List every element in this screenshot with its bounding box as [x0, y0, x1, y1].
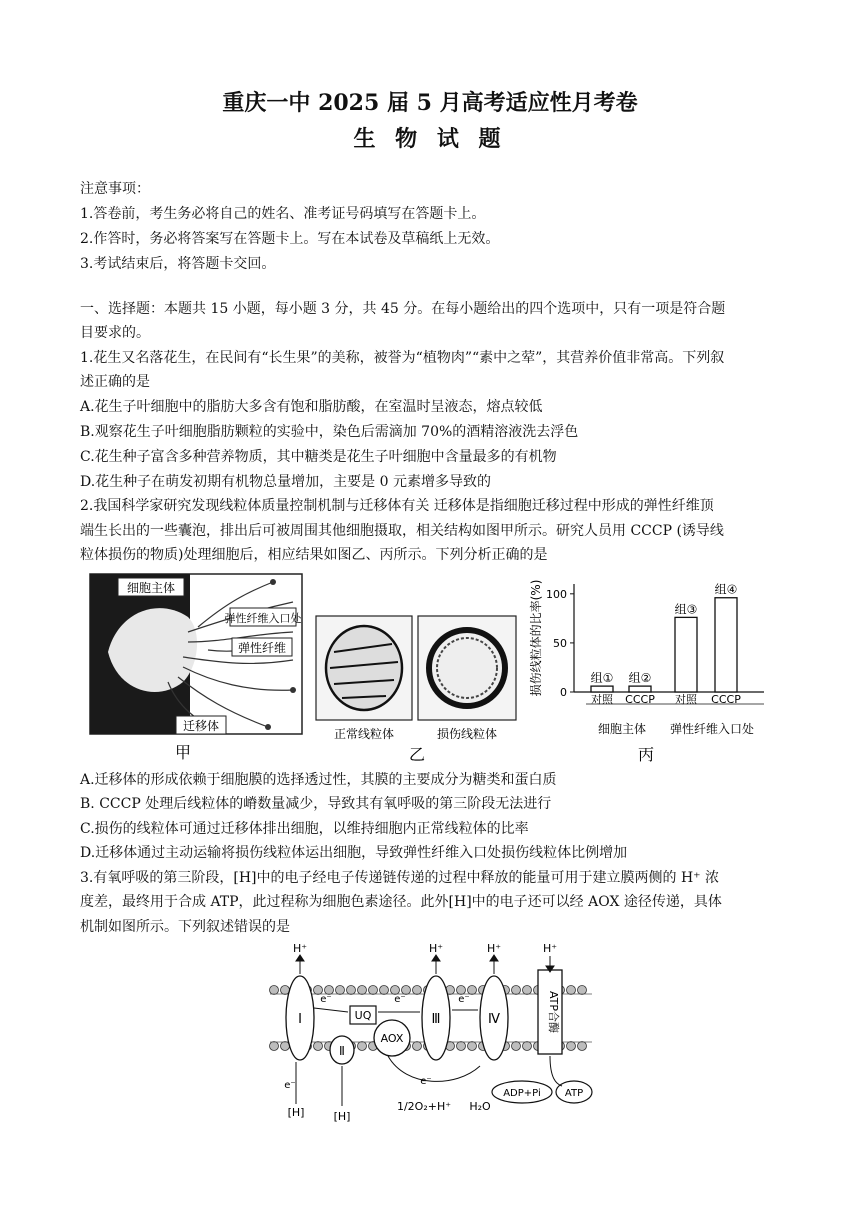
figure-caption: 丙 [637, 745, 655, 764]
phospholipid-head [512, 986, 521, 995]
phospholipid-head [413, 1042, 422, 1051]
bar-label: 组② [628, 671, 652, 686]
option-c: C.损伤的线粒体可通过迁移体排出细胞，以维持细胞内正常线粒体的比率 [80, 821, 529, 837]
phospholipid-head [358, 986, 367, 995]
y-tick-label: 100 [546, 587, 567, 601]
group-label-cell-body: 细胞主体 [597, 722, 647, 736]
damaged-mitochondrion [429, 630, 505, 706]
bar [675, 617, 697, 692]
phospholipid-head [578, 986, 587, 995]
option-d: D.迁移体通过主动运输将损伤线粒体运出细胞，导致弹性纤维入口处损伤线粒体比例增加 [80, 845, 628, 861]
label-fiber: 弹性纤维 [237, 641, 287, 655]
question-stem: 度差，最终用于合成 ATP，此过程称为细胞色素途径。此外[H]中的电子还可以经 AOX 途径传递，具体 [80, 894, 722, 910]
question-stem: 2.我国科学家研究发现线粒体质量控制机制与迁移体有关 迁移体是指细胞迁移过程中形成的弹性纤维顶 [80, 498, 714, 514]
section-intro: 目要求的。 [80, 325, 150, 341]
water-label: H₂O [469, 1100, 491, 1113]
phospholipid-head [358, 1042, 367, 1051]
bar-label: 组① [590, 671, 614, 686]
label-entrance: 弹性纤维入口处 [224, 612, 302, 625]
phospholipid-head [468, 1042, 477, 1051]
notice-item: 3.考试结束后，将答题卡交回。 [80, 256, 276, 272]
bar [629, 686, 651, 692]
phospholipid-head [380, 986, 389, 995]
nadh-label: [H] [333, 1110, 351, 1122]
proton-arrows [296, 955, 554, 974]
aox-label: AOX [380, 1032, 404, 1045]
h-plus-label: H⁺ [486, 942, 502, 955]
label-migrasome: 迁移体 [182, 719, 220, 733]
group-label-entrance: 弹性纤维入口处 [669, 722, 755, 736]
h-plus-label: H⁺ [292, 942, 308, 955]
electron-label: e⁻ [284, 1080, 296, 1091]
category-label: 对照 [675, 693, 697, 706]
notice-item: 2.作答时，务必将答案写在答题卡上。写在本试卷及草稿纸上无效。 [80, 231, 500, 247]
phospholipid-head [512, 1042, 521, 1051]
ubiquinone-label: UQ [354, 1009, 372, 1022]
figure-jia [88, 572, 306, 764]
bar-label: 组④ [714, 582, 738, 597]
option-d: D.花生种子在萌发初期有机物总量增加，主要是 0 元素增多导致的 [80, 474, 491, 490]
complex-3-label: Ⅲ [431, 1012, 441, 1027]
phospholipid-head [457, 1042, 466, 1051]
y-tick-label: 50 [553, 636, 567, 650]
question-stem: 1.花生又名落花生，在民间有“长生果”的美称，被誉为“植物肉”“素中之荤”，其营养价值非常高。下列叙 [80, 350, 725, 366]
option-a: A.花生子叶细胞中的脂肪大多含有饱和脂肪酸，在室温时呈液态，熔点较低 [80, 399, 543, 415]
h-plus-label: H⁺ [428, 942, 444, 955]
figure-bing-chart [526, 576, 772, 770]
bar [715, 598, 737, 692]
complex-1-label: Ⅰ [298, 1012, 302, 1027]
phospholipid-head [567, 986, 576, 995]
nadh-label: [H] [287, 1106, 305, 1119]
phospholipid-head [578, 1042, 587, 1051]
phospholipid-head [347, 986, 356, 995]
phospholipid-head [270, 1042, 279, 1051]
question-stem: 3.有氧呼吸的第三阶段，[H]中的电子经电子传递链传递的过程中释放的能量可用于建立膜两侧的 H⁺ 浓 [80, 870, 719, 886]
option-c: C.花生种子富含多种营养物质，其中糖类是花生子叶细胞中含量最多的有机物 [80, 449, 557, 465]
complex-2-label: Ⅱ [339, 1044, 345, 1058]
notice-heading: 注意事项： [80, 181, 150, 197]
question-stem: 述正确的是 [80, 374, 150, 390]
figure-caption: 乙 [408, 745, 426, 764]
question-stem: 端生长出的一些囊泡，排出后可被周围其他细胞摄取，相关结构如图甲所示。研究人员用 CCCP (诱导线 [80, 523, 724, 539]
phospholipid-head [270, 986, 279, 995]
phospholipid-head [336, 986, 345, 995]
label-normal: 正常线粒体 [333, 727, 395, 741]
figure-yi [314, 614, 520, 766]
bar [591, 686, 613, 692]
page-subtitle: 生 物 试 题 [353, 126, 507, 152]
option-b: B.观察花生子叶细胞脂肪颗粒的实验中，染色后需滴加 70%的酒精溶液洗去浮色 [80, 424, 579, 440]
option-b: B. CCCP 处理后线粒体的嵴数量减少，导致其有氧呼吸的第三阶段无法进行 [80, 796, 552, 812]
phospholipid-head [567, 1042, 576, 1051]
question-stem: 粒体损伤的物质)处理细胞后，相应结果如图乙、丙所示。下列分析正确的是 [80, 547, 548, 563]
label-damaged: 损伤线粒体 [436, 727, 498, 741]
electron-label: e⁻ [320, 994, 332, 1005]
electron-label: e⁻ [458, 994, 470, 1005]
category-label: CCCP [711, 693, 741, 706]
adp-label: ADP+Pi [503, 1088, 541, 1099]
electron-transport-diagram [266, 938, 596, 1122]
category-label: CCCP [625, 693, 655, 706]
electron-label: e⁻ [394, 994, 406, 1005]
atp-synthase-label: ATP合酶 [547, 990, 560, 1034]
label-cell-body: 细胞主体 [126, 581, 176, 595]
category-label: 对照 [591, 693, 613, 706]
phospholipid-head [523, 1042, 532, 1051]
section-intro: 一、选择题：本题共 15 小题，每小题 3 分，共 45 分。在每小题给出的四个选项中，只有一项是符合题 [80, 301, 726, 317]
atp-label: ATP [564, 1088, 584, 1099]
h-plus-label: H⁺ [542, 942, 558, 955]
notice-item: 1.答卷前，考生务必将自己的姓名、准考证号码填写在答题卡上。 [80, 206, 486, 222]
phospholipid-head [314, 1042, 323, 1051]
electron-label: e⁻ [420, 1076, 432, 1087]
y-tick-label: 0 [560, 686, 567, 699]
complex-4-label: Ⅳ [488, 1012, 500, 1027]
phospholipid-head [523, 986, 532, 995]
phospholipid-head [369, 986, 378, 995]
atp-synthesis-arrow [550, 1056, 562, 1086]
option-a: A.迁移体的形成依赖于细胞膜的选择透过性，其膜的主要成分为糖类和蛋白质 [80, 772, 557, 788]
bar-label: 组③ [674, 602, 698, 617]
page-title: 重庆一中 2025 届 5 月高考适应性月考卷 [222, 90, 638, 116]
y-axis-label: 损伤线粒体的比率(%) [529, 579, 543, 697]
question-stem: 机制如图所示。下列叙述错误的是 [80, 919, 290, 935]
phospholipid-head [413, 986, 422, 995]
oxygen-label: 1/2O₂+H⁺ [396, 1100, 452, 1113]
figure-caption: 甲 [174, 743, 192, 762]
